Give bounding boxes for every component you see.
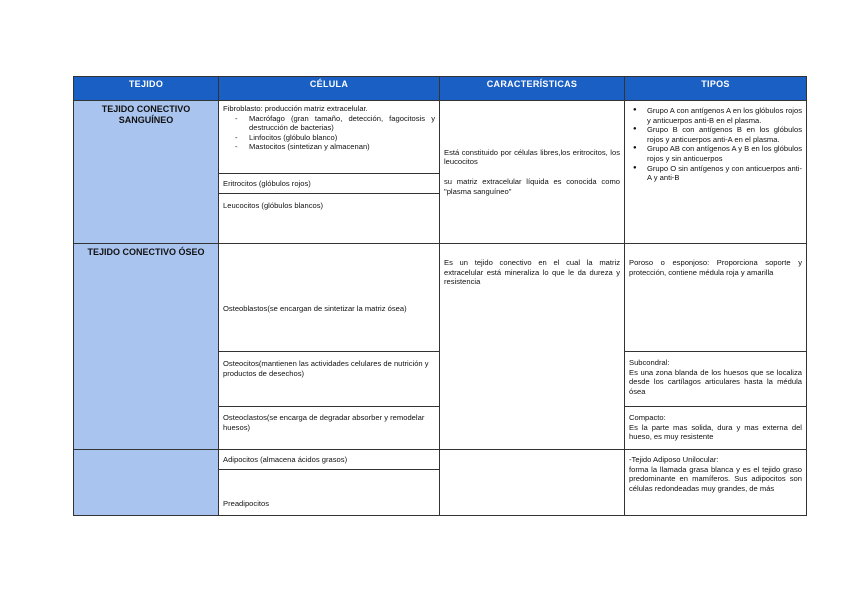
cell-osteocitos: Osteocitos(mantienen las actividades celulares de nutrición y productos de desechos) [219,352,440,407]
cell-leucocitos: Leucocitos (glóbulos blancos) [219,194,440,244]
tejido-sanguineo: TEJIDO CONECTIVO SANGUÍNEO [74,101,219,244]
cell-osteoclastos: Osteoclastos(se encarga de degradar absorber y remodelar huesos) [219,407,440,450]
fibroblasto-text: Fibroblasto: producción matriz extracelular. [223,104,368,113]
header-tejido: TEJIDO [74,77,219,101]
tejido-oseo: TEJIDO CONECTIVO ÓSEO [74,244,219,450]
tipos-sanguineo [625,101,807,244]
tipos-list [629,106,802,183]
unilocular-title: -Tejido Adiposo Unilocular: [629,455,719,464]
caracteristicas-oseo: Es un tejido conectivo en el cual la matriz extracelular está mineraliza lo que le da dureza y resistencia [440,244,625,450]
header-tipos: TIPOS [625,77,807,101]
caracteristicas-sanguineo [440,101,625,244]
fibroblasto-sublist [223,114,435,152]
list-item: ● Grupo A con antígenos A en los glóbulos rojos y anticuerpos anti-B en el plasma. [647,106,802,125]
list-item: ● Grupo B con antígenos B en los glóbulos rojos y anticuerpos anti-A en el plasma. [647,125,802,144]
compacto-title: Compacto: [629,413,666,422]
caract-sanguineo-2: su matriz extracelular líquida es conocida como "plasma sanguíneo" [444,177,620,196]
header-celula: CÉLULA [219,77,440,101]
list-item: ● Grupo O sin antígenos y con anticuerpos anti-A y anti-B [647,164,802,183]
subcondral-title: Subcondral: [629,358,670,367]
tejido-adiposo [74,450,219,516]
tissue-table [73,76,807,516]
tipo-subcondral [625,352,807,407]
cell-adipocitos: Adipocitos (almacena ácidos grasos) [219,450,440,470]
list-item: - Mastocitos (sintetizan y almacenan) [249,142,435,152]
cell-fibroblasto [219,101,440,174]
cell-eritrocitos: Eritrocitos (glóbulos rojos) [219,174,440,194]
compacto-text: Es la parte mas solida, dura y mas externa del hueso, es muy resistente [629,422,802,442]
subcondral-text: Es una zona blanda de los huesos que se localiza desde los cartílagos articulares hasta la médula ósea [629,367,802,396]
list-item: - Linfocitos (glóbulo blanco) [249,133,435,143]
tipo-unilocular [625,450,807,516]
header-caracteristicas: CARACTERÍSTICAS [440,77,625,101]
caract-sanguineo-1: Está constituido por células libres,los eritrocitos, los leucocitos [444,147,620,167]
caracteristicas-adiposo [440,450,625,516]
unilocular-text: forma la llamada grasa blanca y es el tejido graso predominante en mamíferos. Sus adipocitos son células redondeadas muy grandes, de más [629,464,802,493]
list-item: - Macrófago (gran tamaño, detección, fagocitosis y destrucción de bacterias) [249,114,435,133]
cell-preadipocitos: Preadipocitos [219,470,440,516]
tipo-poroso: Poroso o esponjoso: Proporciona soporte y protección, contiene médula roja y amarilla [625,244,807,352]
tipo-compacto [625,407,807,450]
list-item: ● Grupo AB con antígenos A y B en los glóbulos rojos y sin anticuerpos [647,144,802,163]
cell-osteoblastos: Osteoblastos(se encargan de sintetizar la matriz ósea) [219,244,440,352]
